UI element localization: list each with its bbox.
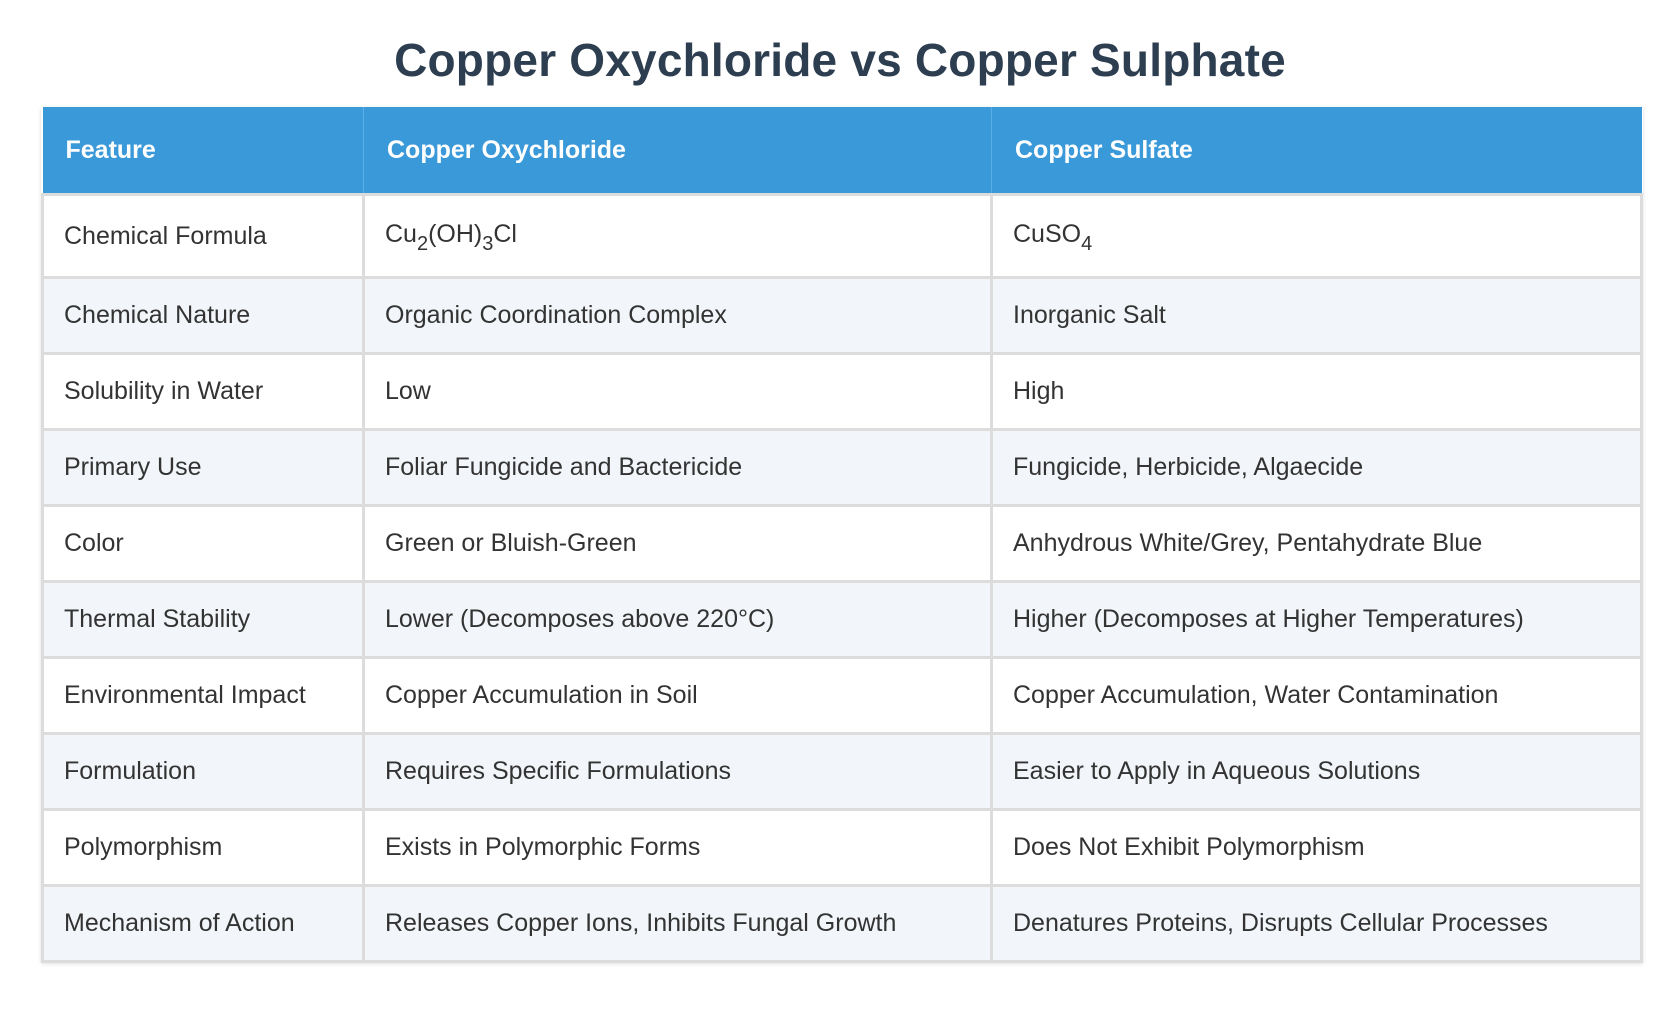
- cell-feature: Chemical Nature: [43, 278, 364, 354]
- table-row-chemical-nature: [43, 278, 1642, 354]
- cell-feature: Chemical Formula: [43, 195, 364, 278]
- cell-copper-oxychloride: Lower (Decomposes above 220°C): [364, 582, 992, 658]
- cell-feature: Mechanism of Action: [43, 886, 364, 962]
- table-row-chemical-formula: [43, 195, 1642, 278]
- cell-feature: Formulation: [43, 734, 364, 810]
- cell-copper-sulfate: Easier to Apply in Aqueous Solutions: [992, 734, 1642, 810]
- cell-copper-sulfate: Fungicide, Herbicide, Algaecide: [992, 430, 1642, 506]
- cell-copper-oxychloride: Releases Copper Ions, Inhibits Fungal Growth: [364, 886, 992, 962]
- cell-copper-sulfate: Does Not Exhibit Polymorphism: [992, 810, 1642, 886]
- formula-oxychloride: [385, 219, 517, 255]
- table-row-color: [43, 506, 1642, 582]
- cell-copper-oxychloride: Foliar Fungicide and Bactericide: [364, 430, 992, 506]
- header-row: [43, 107, 1642, 195]
- cell-feature: Thermal Stability: [43, 582, 364, 658]
- cell-feature: Environmental Impact: [43, 658, 364, 734]
- cell-copper-oxychloride: Requires Specific Formulations: [364, 734, 992, 810]
- cell-copper-sulfate: Inorganic Salt: [992, 278, 1642, 354]
- formula-subscript: 4: [1081, 232, 1093, 255]
- formula-part: Cu: [385, 219, 417, 248]
- cell-copper-sulfate: High: [992, 354, 1642, 430]
- table-row-environmental-impact: [43, 658, 1642, 734]
- table-header: [43, 107, 1642, 195]
- cell-copper-sulfate: Anhydrous White/Grey, Pentahydrate Blue: [992, 506, 1642, 582]
- formula-subscript: 3: [482, 232, 494, 255]
- header-copper-oxychloride: Copper Oxychloride: [364, 107, 992, 195]
- cell-feature: Solubility in Water: [43, 354, 364, 430]
- formula-subscript: 2: [416, 232, 429, 255]
- cell-copper-sulfate: Higher (Decomposes at Higher Temperatures): [992, 582, 1642, 658]
- header-copper-sulfate: Copper Sulfate: [992, 107, 1642, 195]
- cell-copper-sulfate: Denatures Proteins, Disrupts Cellular Processes: [992, 886, 1642, 962]
- cell-copper-oxychloride: Low: [364, 354, 992, 430]
- comparison-table: [41, 107, 1643, 963]
- cell-copper-oxychloride: Exists in Polymorphic Forms: [364, 810, 992, 886]
- formula-part: (OH): [428, 219, 483, 248]
- cell-copper-oxychloride: Organic Coordination Complex: [364, 278, 992, 354]
- comparison-table-wrapper: [41, 107, 1640, 963]
- cell-oxychloride-formula: [364, 195, 992, 278]
- formula-part: CuSO: [1013, 219, 1082, 248]
- table-row-thermal-stability: [43, 582, 1642, 658]
- cell-feature: Color: [43, 506, 364, 582]
- header-feature: Feature: [43, 107, 364, 195]
- cell-feature: Polymorphism: [43, 810, 364, 886]
- cell-copper-oxychloride: Copper Accumulation in Soil: [364, 658, 992, 734]
- cell-copper-oxychloride: Green or Bluish-Green: [364, 506, 992, 582]
- table-row-solubility-in-water: [43, 354, 1642, 430]
- cell-feature: Primary Use: [43, 430, 364, 506]
- formula-part: Cl: [493, 219, 517, 248]
- formula-sulfate: [1013, 219, 1093, 255]
- cell-copper-sulfate: Copper Accumulation, Water Contamination: [992, 658, 1642, 734]
- table-row-primary-use: [43, 430, 1642, 506]
- table-row-mechanism-of-action: [43, 886, 1642, 962]
- page-title: Copper Oxychloride vs Copper Sulphate: [394, 34, 1286, 86]
- table-body: [43, 195, 1642, 962]
- cell-sulfate-formula: [992, 195, 1642, 278]
- table-row-formulation: [43, 734, 1642, 810]
- table-row-polymorphism: [43, 810, 1642, 886]
